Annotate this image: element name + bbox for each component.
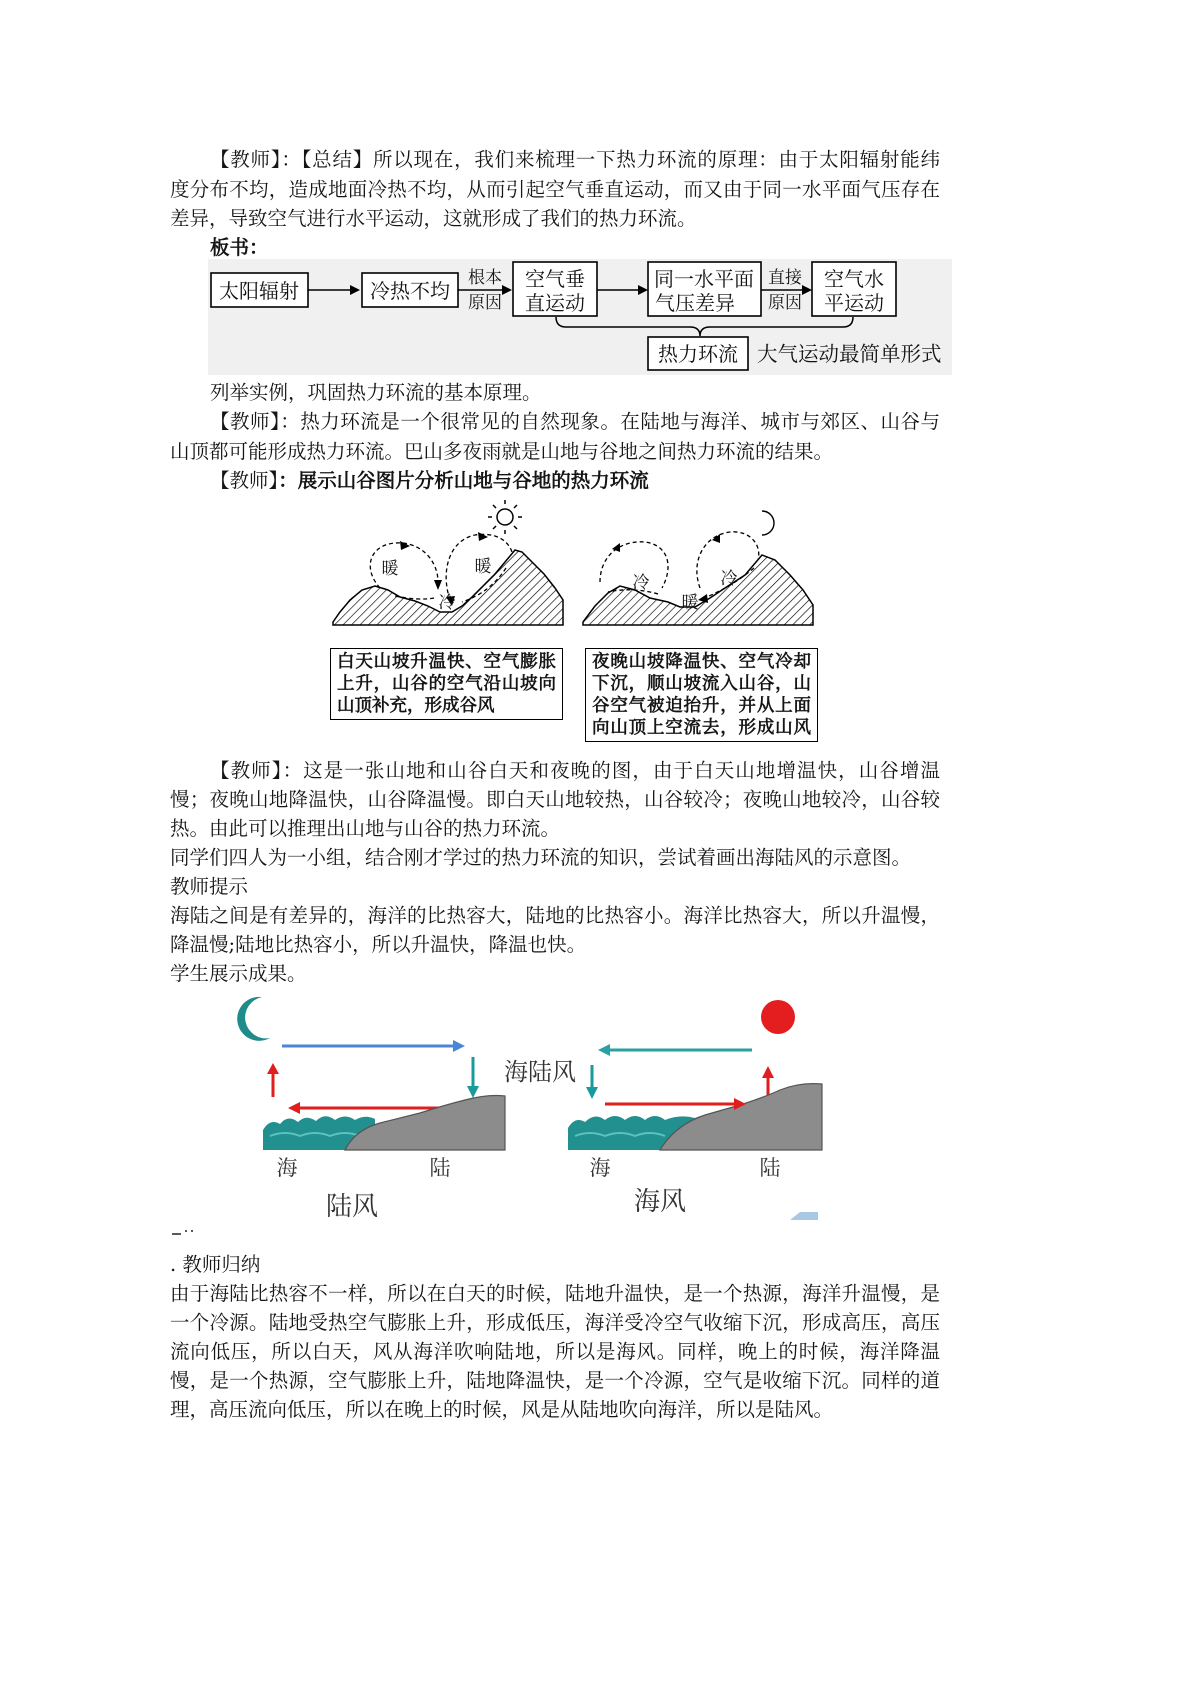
moon-icon (762, 511, 774, 535)
pressure-difference-label: 同一水平面 (654, 267, 754, 291)
land-label: 陆 (759, 1156, 781, 1180)
loop-arrow-head (712, 534, 720, 543)
solar-radiation-label: 太阳辐射 (219, 279, 299, 303)
show-heading-text: ：展示山谷图片分析山地与谷地的热力环流 (278, 469, 649, 492)
conclusion-line: 一个冷源。陆地受热空气膨胀上升，形成低压，海洋受冷空气收缩下沉，形成高压，高压 (170, 1311, 940, 1334)
show-heading (210, 469, 649, 493)
root-cause-label: 根本 (468, 268, 502, 288)
uneven-heating-label: 冷热不均 (370, 279, 450, 303)
student-show: 学生展示成果。 (170, 962, 307, 985)
circulation-loop (370, 543, 438, 588)
loop-arrow-head (400, 541, 410, 550)
natural-line: 山顶都可能形成热力环流。巴山多夜雨就是山地与谷地之间热力环流的结果。 (170, 440, 834, 463)
pressure-difference-label: 气压差异 (655, 291, 735, 315)
arrow-head (467, 1086, 479, 1098)
conclusion-line: 慢，是一个热源，空气膨胀上升，陆地降温快，是一个冷源，空气是收缩下沉。同样的道 (170, 1369, 940, 1392)
scan-artifact (790, 1212, 818, 1220)
conclusion-line: 理，高压流向低压，所以在晚上的时候，风是从陆地吹向海洋，所以是陆风。 (170, 1398, 834, 1421)
land-breeze-caption: 陆风 (325, 1192, 379, 1222)
natural-line: 【教师】：热力环流是一个很常见的自然现象。在陆地与海洋、城市与郊区、山谷与 (210, 410, 940, 433)
speaker-label: 【教师】 (210, 469, 279, 492)
vertical-motion-label: 直运动 (525, 291, 585, 315)
arrow-head (453, 1040, 465, 1052)
arrow-head (586, 1087, 598, 1099)
board-label: 板书： (210, 236, 269, 259)
arrow-head (267, 1063, 279, 1074)
caption-line: 向山顶上空流去，形成山风 (592, 718, 811, 738)
explain-line: 【教师】：这是一张山地和山谷白天和夜晚的图，由于白天山地增温快，山谷增温 (210, 759, 940, 782)
mountain-ground (583, 555, 813, 625)
arrow-head (762, 1066, 774, 1078)
land-breeze-panel (237, 997, 505, 1222)
root-cause-label: 原因 (468, 293, 502, 313)
flowchart-note: 大气运动最简单形式 (757, 342, 942, 366)
day-panel (333, 500, 563, 625)
loop-arrow-head (478, 532, 488, 541)
caption-line: 夜晚山坡降温快、空气冷却 (592, 652, 811, 672)
warm-label: 暖 (681, 593, 699, 613)
loop-arrow-head (612, 543, 620, 552)
sea-land-breeze-figure (230, 990, 830, 1225)
land-label: 陆 (429, 1156, 451, 1180)
cold-label: 冷 (438, 593, 456, 613)
caption-line: 白天山坡升温快、空气膨胀 (337, 652, 556, 672)
warm-label: 暖 (474, 557, 492, 577)
moon-icon (237, 997, 270, 1041)
cold-label: 冷 (632, 573, 650, 593)
conclusion-line: 由于海陆比热容不一样，所以在白天的时候，陆地升温快，是一个热源，海洋升温慢，是 (170, 1282, 940, 1305)
explain-line: 热。由此可以推理出山地与山谷的热力环流。 (170, 817, 561, 840)
examples-intro: 列举实例，巩固热力环流的基本原理。 (210, 381, 542, 404)
sea-land-breeze-title: 海陆风 (504, 1058, 576, 1086)
summary-line: 差异，导致空气进行水平运动，这就形成了我们的热力环流。 (170, 207, 697, 230)
sea-label: 海 (276, 1156, 298, 1180)
direct-cause-label: 原因 (768, 293, 802, 313)
arrow-head (288, 1102, 300, 1114)
hint-line: 降温慢;陆地比热容小，所以升温快，降温也快。 (170, 933, 587, 956)
scan-marks (170, 1226, 200, 1238)
vertical-motion-label: 空气垂 (525, 267, 585, 291)
arrow-head (598, 1044, 610, 1056)
thermal-circulation-label: 热力环流 (658, 342, 738, 366)
group-task: 同学们四人为一小组，结合刚才学过的热力环流的知识，尝试着画出海陆风的示意图。 (170, 846, 912, 869)
summary-line: 度分布不均，造成地面冷热不均，从而引起空气垂直运动，而又由于同一水平面气压存在 (170, 178, 940, 201)
sun-icon (488, 500, 522, 534)
summary-line: 【教师】：【总结】所以现在，我们来梳理一下热力环流的原理：由于太阳辐射能纬 (210, 148, 940, 171)
conclusion-label: . 教师归纳 (170, 1253, 261, 1276)
horizontal-motion-label: 平运动 (824, 291, 884, 315)
caption-line: 上升，山谷的空气沿山坡向 (337, 674, 556, 694)
thermal-circulation-flowchart (205, 255, 955, 377)
valley-breeze-caption (330, 648, 563, 720)
night-panel (583, 511, 813, 625)
sea-label: 海 (589, 1156, 611, 1180)
explain-line: 慢；夜晚山地降温快，山谷降温慢。即白天山地较热，山谷较冷；夜晚山地较冷，山谷较 (170, 788, 940, 811)
direct-cause-label: 直接 (768, 268, 802, 288)
horizontal-motion-label: 空气水 (824, 267, 884, 291)
mountain-breeze-caption (585, 648, 818, 742)
conclusion-line: 流向低压，所以白天，风从海洋吹响陆地，所以是海风。同样，晚上的时候，海洋降温 (170, 1340, 940, 1363)
valley-breeze-figure (325, 495, 825, 630)
cold-label: 冷 (720, 569, 738, 589)
mountain-ground (333, 550, 563, 625)
caption-line: 谷空气被迫抬升，并从上面 (592, 696, 811, 716)
caption-line: 山顶补充，形成谷风 (337, 696, 495, 716)
sun-icon (761, 1000, 795, 1034)
caption-line: 下沉，顺山坡流入山谷，山 (592, 674, 811, 694)
hint-line: 海陆之间是有差异的，海洋的比热容大，陆地的比热容小。海洋比热容大，所以升温慢， (170, 904, 940, 927)
loop-arrow-head (434, 580, 442, 590)
sea-breeze-panel (568, 1000, 822, 1220)
sea-breeze-caption: 海风 (633, 1187, 687, 1217)
hint-label: 教师提示 (170, 875, 249, 898)
warm-label: 暖 (381, 559, 399, 579)
